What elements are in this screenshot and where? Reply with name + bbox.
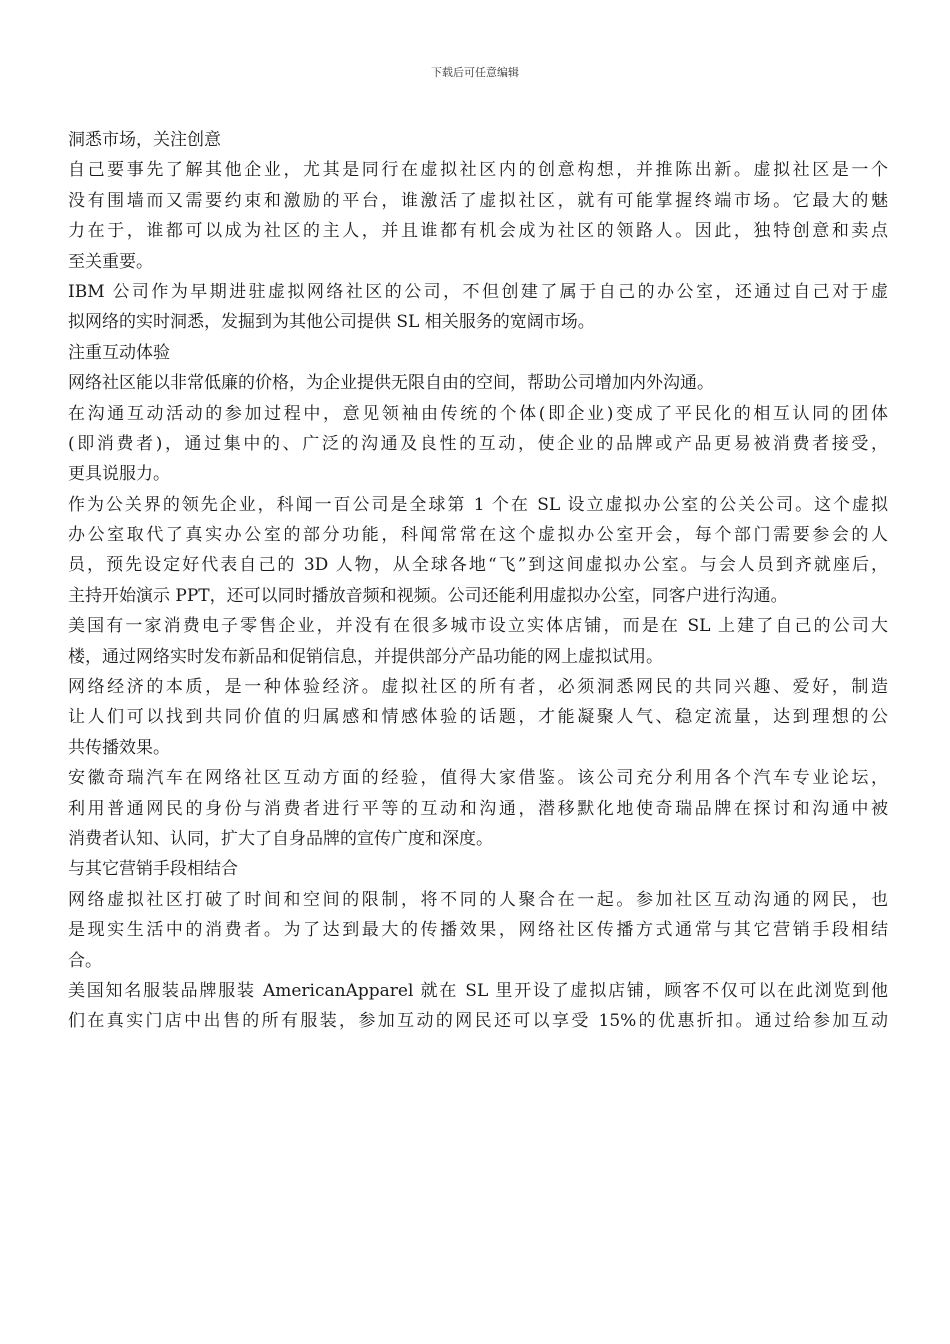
- paragraph-line: 作为公关界的领先企业，科闻一百公司是全球第 1 个在 SL 设立虚拟办公室的公关公司。这个虚拟: [68, 494, 888, 515]
- paragraph-line: 网络经济的本质，是一种体验经济。虚拟社区的所有者，必须洞悉网民的共同兴趣、爱好，制造: [68, 677, 888, 698]
- section-heading: 与其它营销手段相结合: [68, 859, 238, 880]
- paragraph-line: 更具说服力。: [68, 464, 170, 485]
- paragraph-line: 员，预先设定好代表自己的 3D 人物，从全球各地“飞”到这间虚拟办公室。与会人员到齐就座后，: [68, 555, 888, 576]
- paragraph-line: 是现实生活中的消费者。为了达到最大的传播效果，网络社区传播方式通常与其它营销手段相结: [68, 920, 888, 941]
- paragraph-line: 办公室取代了真实办公室的部分功能，科闻常常在这个虚拟办公室开会，每个部门需要参会的人: [68, 525, 888, 546]
- paragraph-line: 自己要事先了解其他企业，尤其是同行在虚拟社区内的创意构想，并推陈出新。虚拟社区是一个: [68, 160, 888, 181]
- paragraph-line: 拟网络的实时洞悉，发掘到为其他公司提供 SL 相关服务的宽阔市场。: [68, 312, 595, 333]
- paragraph-line: 共传播效果。: [68, 737, 170, 758]
- paragraph-line: 网络虚拟社区打破了时间和空间的限制，将不同的人聚合在一起。参加社区互动沟通的网民，也: [68, 889, 888, 910]
- paragraph-line: 楼，通过网络实时发布新品和促销信息，并提供部分产品功能的网上虚拟试用。: [68, 646, 663, 667]
- page-header: 下载后可任意编辑: [431, 66, 519, 79]
- paragraph-line: 网络社区能以非常低廉的价格，为企业提供无限自由的空间，帮助公司增加内外沟通。: [68, 373, 714, 394]
- paragraph-line: 没有围墙而又需要约束和激励的平台，谁激活了虚拟社区，就有可能掌握终端市场。它最大的魅: [68, 190, 888, 211]
- paragraph-line: 让人们可以找到共同价值的归属感和情感体验的话题，才能凝聚人气、稳定流量，达到理想的公: [68, 707, 888, 728]
- paragraph-line: 美国有一家消费电子零售企业，并没有在很多城市设立实体店铺，而是在 SL 上建了自己的公司大: [68, 616, 888, 637]
- paragraph-line: 力在于，谁都可以成为社区的主人，并且谁都有机会成为社区的领路人。因此，独特创意和卖点: [68, 221, 888, 242]
- section-heading: 洞悉市场，关注创意: [68, 130, 221, 150]
- document-body: [68, 125, 888, 1037]
- paragraph-line: 利用普通网民的身份与消费者进行平等的互动和沟通，潜移默化地使奇瑞品牌在探讨和沟通中被: [68, 798, 888, 819]
- paragraph-line: IBM 公司作为早期进驻虚拟网络社区的公司，不但创建了属于自己的办公室，还通过自己对于虚: [68, 281, 888, 302]
- paragraph-line: 主持开始演示 PPT，还可以同时播放音频和视频。公司还能利用虚拟办公室，同客户进行沟通。: [68, 585, 788, 606]
- paragraph-line: (即消费者)，通过集中的、广泛的沟通及良性的互动，使企业的品牌或产品更易被消费者接受，: [68, 433, 888, 454]
- paragraph-line: 消费者认知、认同，扩大了自身品牌的宣传广度和深度。: [68, 828, 493, 849]
- paragraph-line: 在沟通互动活动的参加过程中，意见领袖由传统的个体(即企业)变成了平民化的相互认同的团体: [68, 403, 888, 424]
- paragraph-line: 至关重要。: [68, 251, 153, 272]
- paragraph-line: 美国知名服装品牌服装 AmericanApparel 就在 SL 里开设了虚拟店铺，顾客不仅可以在此浏览到他: [68, 980, 888, 1001]
- paragraph-line: 安徽奇瑞汽车在网络社区互动方面的经验，值得大家借鉴。该公司充分利用各个汽车专业论坛，: [68, 768, 888, 789]
- paragraph-line: 合。: [68, 950, 102, 971]
- paragraph-line: 们在真实门店中出售的所有服装，参加互动的网民还可以享受 15%的优惠折扣。通过给参加互动: [68, 1011, 888, 1032]
- section-heading: 注重互动体验: [68, 342, 170, 363]
